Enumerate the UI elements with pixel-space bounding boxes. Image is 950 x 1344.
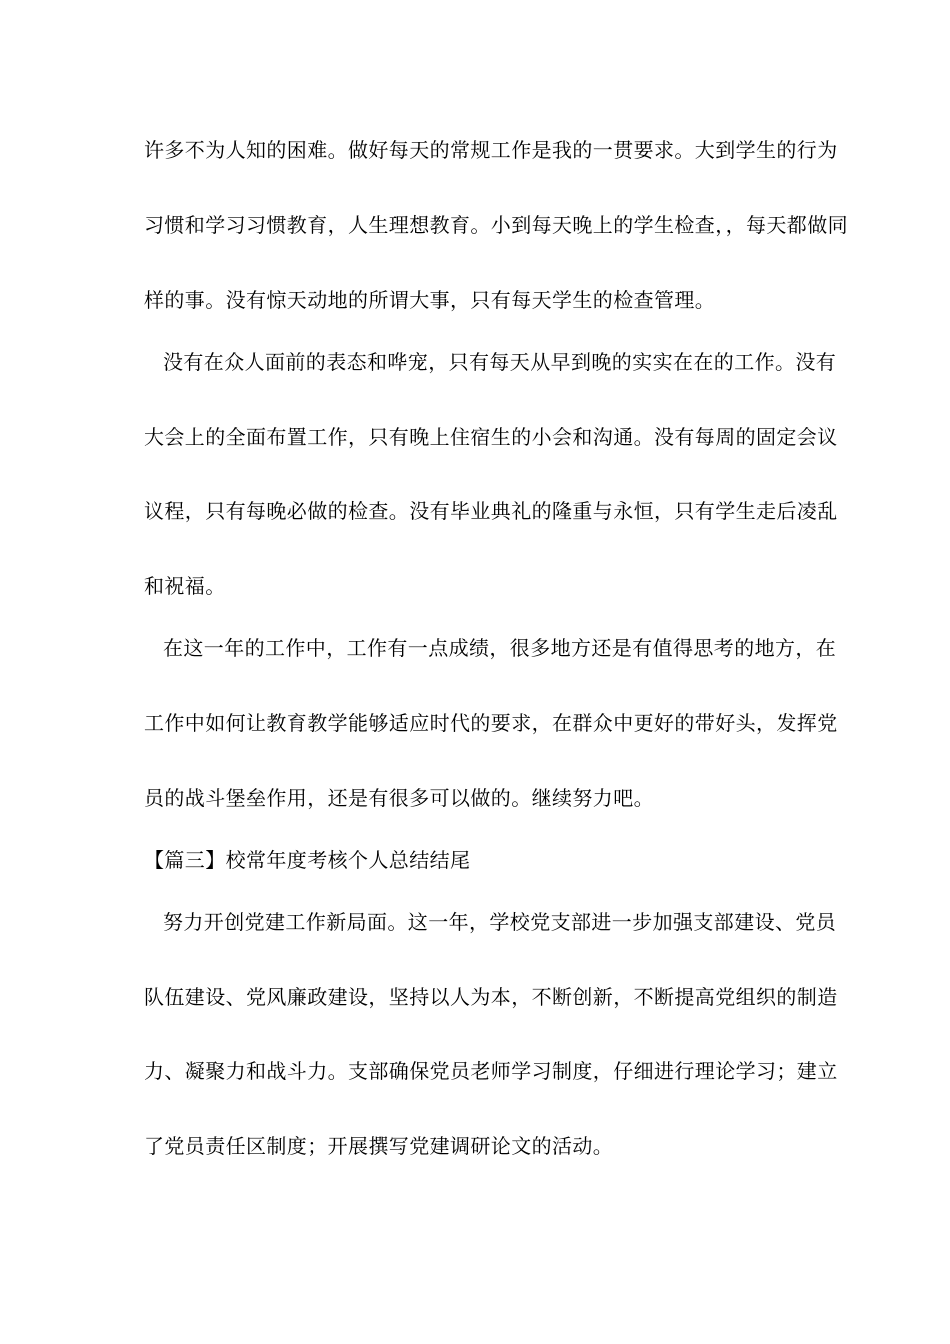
paragraph-line: 力、凝聚力和战斗力。支部确保党员老师学习制度，仔细进行理论学习；建立 xyxy=(144,1059,838,1083)
paragraph-line: 习惯和学习习惯教育，人生理想教育。小到每天晚上的学生检查，，每天都做同 xyxy=(144,213,848,237)
paragraph-line: 议程，只有每晚必做的检查。没有毕业典礼的隆重与永恒，只有学生走后凌乱 xyxy=(144,499,838,523)
paragraph-line: 在这一年的工作中，工作有一点成绩，很多地方还是有值得思考的地方，在 xyxy=(163,636,837,660)
paragraph-line: 大会上的全面布置工作，只有晚上住宿生的小会和沟通。没有每周的固定会议 xyxy=(144,425,838,449)
paragraph-line: 了党员责任区制度；开展撰写党建调研论文的活动。 xyxy=(144,1134,614,1158)
paragraph-line: 没有在众人面前的表态和哗宠，只有每天从早到晚的实实在在的工作。没有 xyxy=(163,350,837,374)
paragraph-line: 许多不为人知的困难。做好每天的常规工作是我的一贯要求。大到学生的行为 xyxy=(144,138,838,162)
section-heading: 【篇三】校常年度考核个人总结结尾 xyxy=(144,848,471,872)
paragraph-line: 员的战斗堡垒作用，还是有很多可以做的。继续努力吧。 xyxy=(144,786,654,810)
paragraph-line: 队伍建设、党风廉政建设，坚持以人为本，不断创新，不断提高党组织的制造 xyxy=(144,985,838,1009)
paragraph-line: 样的事。没有惊天动地的所谓大事，只有每天学生的检查管理。 xyxy=(144,288,716,312)
paragraph-line: 工作中如何让教育教学能够适应时代的要求，在群众中更好的带好头，发挥党 xyxy=(144,711,838,735)
paragraph-line: 和祝福。 xyxy=(144,574,226,598)
paragraph-line: 努力开创党建工作新局面。这一年，学校党支部进一步加强支部建设、党员 xyxy=(163,910,837,934)
